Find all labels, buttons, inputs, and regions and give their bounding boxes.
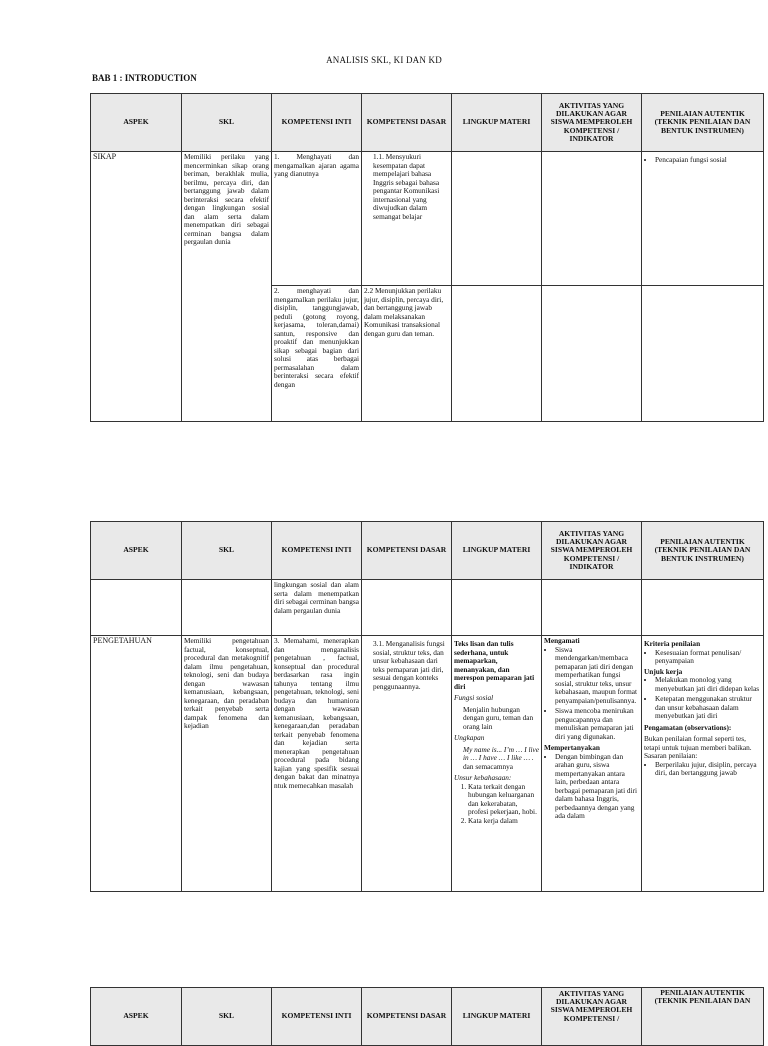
header-skl: SKL <box>182 94 272 152</box>
list-item: • Melakukan monolog yang menyebutkan jati diri didepan kelas <box>655 676 761 693</box>
cell-skl: Memiliki pengetahuan factual, konseptual, procedural dan metakognitif dalam ilmu pengetahuan, teknologi, seni dan budaya dengan wawasan kemanusiaan, kebangsaan, kenegaraan, dan peradaban terkait penyebab serta dampak fenomena dan kejadian <box>182 636 272 892</box>
ungkapan-text <box>454 746 539 772</box>
cell-penilaian <box>642 152 764 286</box>
cell-kd <box>362 580 452 636</box>
table-row <box>91 636 764 892</box>
unsur-kebahasaan-label: Unsur kebahasaan: <box>454 773 512 782</box>
list-item: • Berperilaku jujur, disiplin, percaya diri, dan bertanggung jawab <box>655 761 761 778</box>
header-kompetensi-dasar: KOMPETENSI DASAR <box>362 988 452 1046</box>
cell-lingkup <box>452 152 542 286</box>
cell-aktivitas <box>542 286 642 422</box>
cell-ki: 1. Menghayati dan mengamalkan ajaran agama yang dianutnya <box>272 152 362 286</box>
table-row <box>91 152 764 286</box>
table-header-row <box>91 988 764 1046</box>
header-skl: SKL <box>182 988 272 1046</box>
cell-aspek: SIKAP <box>91 152 182 422</box>
kd-text: 1.1. Mensyukuri kesempatan dapat mempelajari bahasa Inggris sebagai bahasa pengantar Komunikasi internasional yang diwujudkan dalam semangat belajar <box>373 152 440 221</box>
analysis-table-2 <box>90 521 764 892</box>
header-aspek: ASPEK <box>91 94 182 152</box>
cell-lingkup <box>452 286 542 422</box>
list-item: • Kesesuaian format penulisan/ penyampaian <box>655 649 761 666</box>
cell-penilaian <box>642 580 764 636</box>
fungsi-sosial-text: Menjalin hubungan dengan guru, teman dan orang lain <box>463 704 534 731</box>
header-kompetensi-dasar: KOMPETENSI DASAR <box>362 94 452 152</box>
fungsi-sosial-label: Fungsi sosial <box>454 693 494 702</box>
cell-penilaian <box>642 286 764 422</box>
cell-kd <box>362 636 452 892</box>
header-penilaian: PENILAIAN AUTENTIK (TEKNIK PENILAIAN DAN BENTUK INSTRUMEN) <box>642 522 764 580</box>
table-row <box>91 580 764 636</box>
unjuk-kerja-list <box>644 676 761 721</box>
cell-ki: 2. menghayati dan mengamalkan perilaku jujur, disiplin, tanggungjawab, peduli (gotong royong, kerjasama, toleran,damai) santun, responsive dan proaktif dan menunjukkan sikap sebagai bagian dari solusi atas berbagai permasalahan dalam berinteraksi secara efektif dengan <box>272 286 362 422</box>
header-aspek: ASPEK <box>91 988 182 1046</box>
unjuk-kerja-label: Unjuk kerja <box>644 666 683 676</box>
pengamatan-label: Pengamatan (observations): <box>644 722 732 732</box>
header-lingkup-materi: LINGKUP MATERI <box>452 522 542 580</box>
table-header-row <box>91 522 764 580</box>
header-aktivitas: AKTIVITAS YANG DILAKUKAN AGAR SISWA MEMPEROLEH KOMPETENSI / <box>542 988 642 1046</box>
header-lingkup-materi: LINGKUP MATERI <box>452 94 542 152</box>
list-item: 2. Kata kerja dalam <box>468 817 539 826</box>
header-kompetensi-inti: KOMPETENSI INTI <box>272 94 362 152</box>
document-title: ANALISIS SKL, KI DAN KD <box>326 55 442 65</box>
cell-lingkup <box>452 636 542 892</box>
kd-text: 3.1. Menganalisis fungsi sosial, struktur teks, dan unsur kebahasaan dari teks pemaparan jati diri, sesuai dengan konteks penggunaannya. <box>373 639 445 691</box>
list-item: • Ketepatan menggunakan struktur dan unsur kebahasaan dalam menyebutkan jati diri <box>655 695 761 721</box>
cell-aspek <box>91 580 182 636</box>
list-item: • Siswa mendengarkan/membaca pemaparan jati diri dengan memperhatikan fungsi sosial, struktur teks, unsur kebahasaan, maupun format penyampaian/penulisannya. <box>555 646 639 706</box>
cell-skl: Memiliki perilaku yang mencerminkan sikap orang beriman, berakhlak mulia, berilmu, percaya diri, dan bertanggung jawab dalam berinteraksi secara efektif dengan lingkungan sosial dan alam serta dalam menempatkan diri sebagai cerminan bangsa dalam pergaulan dunia <box>182 152 272 422</box>
list-item: • Siswa mencoba menirukan pengucapannya dan menuliskan pemaparan jati diri yang digunakan. <box>555 707 639 741</box>
cell-aktivitas <box>542 152 642 286</box>
cell-lingkup <box>452 580 542 636</box>
pengamatan-text: Bukan penilaian formal seperti tes, tetapi untuk tujuan memberi balikan. Sasaran penilaian: <box>644 734 752 760</box>
ungkapan-example: My name is... I’m … I live in … I have … I like … . <box>463 744 539 762</box>
pengamatan-list <box>644 761 761 778</box>
chapter-heading: BAB 1 : INTRODUCTION <box>92 73 197 83</box>
header-aspek: ASPEK <box>91 522 182 580</box>
mempertanyakan-list <box>544 753 639 821</box>
header-kompetensi-dasar: KOMPETENSI DASAR <box>362 522 452 580</box>
cell-skl <box>182 580 272 636</box>
cell-kd <box>362 152 452 286</box>
cell-ki: 3. Memahami, menerapkan dan menganalisis pengetahuan , factual, konseptual dan procedural berdasarkan rasa ingin tahunya tentang ilmu pengetahuan, teknologi, seni budaya dan humaniora dengan wawasan kemanusiaan, kebangsaan, kenegaraan,dan peradaban terkait penyebab fenomena dan kejadian serta menerapkan pengetahuan procedural pada bidang kajian yang spesifik sesuai dengan bakat dan minatnya ntuk memecahkan masalah <box>272 636 362 892</box>
list-item: • Pencapaian fungsi sosial <box>655 156 761 165</box>
header-skl: SKL <box>182 522 272 580</box>
ungkapan-label: Ungkapan <box>454 733 485 742</box>
cell-aspek: PENGETAHUAN <box>91 636 182 892</box>
cell-ki: lingkungan sosial dan alam serta dalam menempatkan diri sebagai cerminan bangsa dalam pergaulan dunia <box>272 580 362 636</box>
kriteria-list <box>644 649 761 666</box>
unsur-list <box>454 783 539 826</box>
cell-penilaian <box>642 636 764 892</box>
header-kompetensi-inti: KOMPETENSI INTI <box>272 522 362 580</box>
analysis-table-3 <box>90 987 764 1046</box>
cell-aktivitas <box>542 636 642 892</box>
kriteria-label: Kriteria penilaian <box>644 639 701 648</box>
list-item: • Dengan bimbingan dan arahan guru, siswa mempertanyakan antara lain, perbedaan antara berbagai pemaparan jati diri dalam bahasa Inggris, perbedaannya dengan yang ada dalam <box>555 753 639 821</box>
table-header-row <box>91 94 764 152</box>
mengamati-label: Mengamati <box>544 636 580 645</box>
header-penilaian: PENILAIAN AUTENTIK (TEKNIK PENILAIAN DAN BENTUK INSTRUMEN) <box>642 94 764 152</box>
header-aktivitas: AKTIVITAS YANG DILAKUKAN AGAR SISWA MEMPEROLEH KOMPETENSI / INDIKATOR <box>542 94 642 152</box>
mengamati-list <box>544 646 639 742</box>
ungkapan-rest: dan semacamnya <box>463 761 514 771</box>
header-kompetensi-inti: KOMPETENSI INTI <box>272 988 362 1046</box>
mempertanyakan-label: Mempertanyakan <box>544 743 600 752</box>
analysis-table-1 <box>90 93 764 422</box>
lingkup-title: Teks lisan dan tulis sederhana, untuk memaparkan, menanyakan, dan merespon pemaparan jati diri <box>454 639 535 691</box>
header-penilaian: PENILAIAN AUTENTIK (TEKNIK PENILAIAN DAN <box>642 988 764 1046</box>
header-lingkup-materi: LINGKUP MATERI <box>452 988 542 1046</box>
cell-aktivitas <box>542 580 642 636</box>
list-item: 1. Kata terkait dengan hubungan keluarganan dan kekerabatan, profesi pekerjaan, hobi. <box>468 783 539 817</box>
header-aktivitas: AKTIVITAS YANG DILAKUKAN AGAR SISWA MEMPEROLEH KOMPETENSI / INDIKATOR <box>542 522 642 580</box>
cell-kd: 2.2 Menunjukkan perilaku jujur, disiplin, percaya diri, dan bertanggung jawab dalam melaksanakan Komunikasi transaksional dengan guru dan teman. <box>362 286 452 422</box>
